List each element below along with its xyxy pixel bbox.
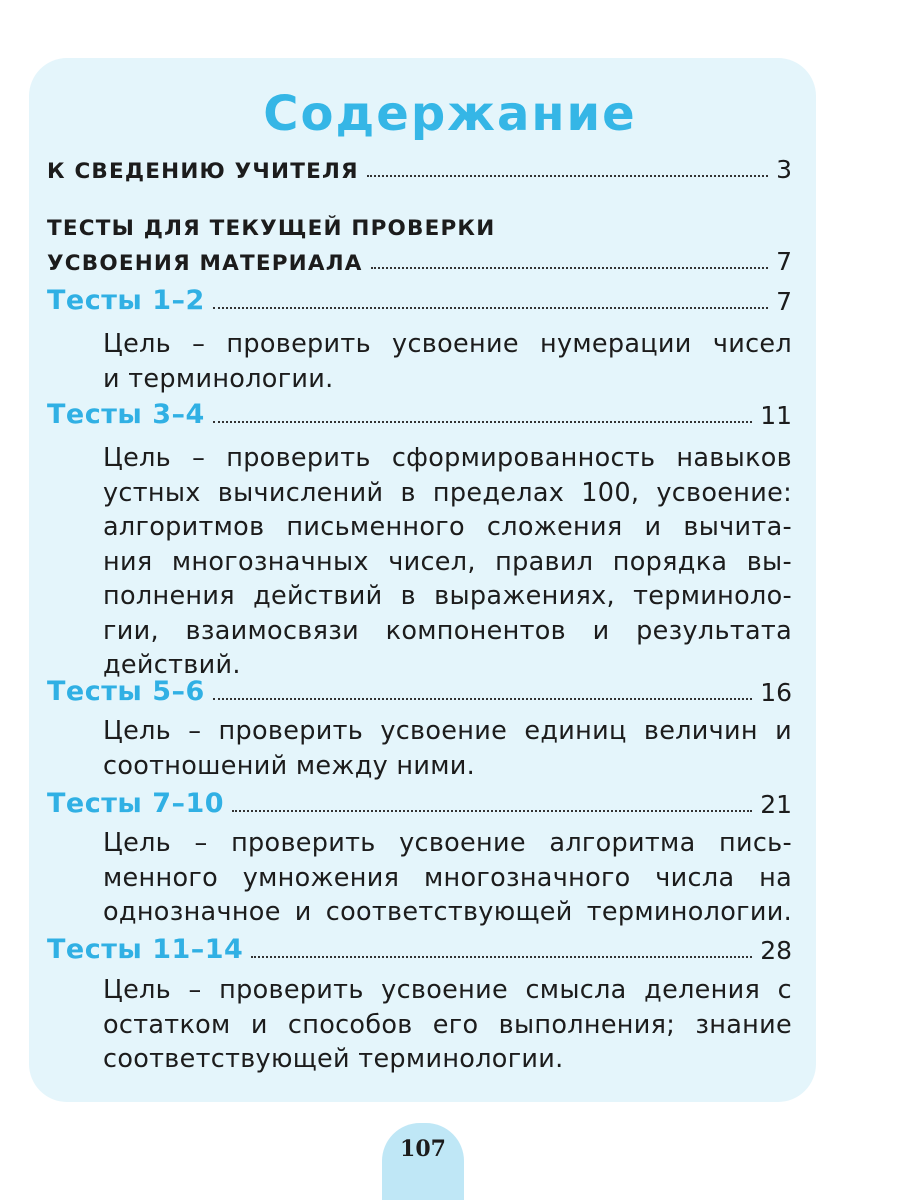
description-line: алгоритмов письменного сложения и вычита- — [103, 512, 792, 542]
dot-leader — [371, 267, 768, 269]
description-line: остатком и способов его выполнения; знание — [103, 1009, 792, 1040]
toc-page-number: 7 — [776, 287, 792, 316]
description-line: полнения действий в выражениях, терминоло- — [103, 581, 792, 611]
dot-leader — [213, 307, 768, 309]
page-title: Содержание — [263, 86, 637, 142]
toc-entry-label-line2: УСВОЕНИЯ МАТЕРИАЛА — [47, 251, 363, 276]
toc-page-number: 28 — [760, 936, 792, 965]
page-number: 107 — [400, 1136, 446, 1162]
toc-entry-label: Тесты 3–4 — [47, 399, 205, 430]
toc-entry-description — [103, 441, 792, 683]
toc-entry-tests-5-6[interactable] — [47, 676, 792, 707]
toc-page-number: 3 — [776, 155, 792, 184]
toc-entry-description — [103, 826, 792, 930]
toc-entry-current-tests[interactable] — [47, 211, 792, 276]
toc-page-number: 11 — [760, 401, 792, 430]
dot-leader — [213, 698, 752, 700]
toc-entry-tests-3-4[interactable] — [47, 399, 792, 430]
toc-entry-label: К СВЕДЕНИЮ УЧИТЕЛЯ — [47, 159, 359, 184]
toc-page-number: 21 — [760, 790, 792, 819]
description-line: Цель – проверить сформированность навыков — [103, 443, 792, 473]
dot-leader — [367, 175, 768, 177]
description-line: однозначное и соответствующей терминологии. — [103, 897, 792, 927]
description-line: гии, взаимосвязи компонентов и результата — [103, 615, 792, 646]
description-line: Цель – проверить усвоение смысла деления с — [103, 975, 792, 1005]
toc-entry-teacher-note[interactable] — [47, 155, 792, 184]
dot-leader — [213, 421, 752, 423]
dot-leader — [232, 810, 752, 812]
toc-entry-description — [103, 327, 792, 396]
description-line: менного умножения многозначного числа на — [103, 862, 792, 893]
toc-entry-description — [103, 714, 792, 783]
description-line: действий. — [103, 650, 241, 680]
description-line: Цель – проверить усвоение единиц величин и — [103, 716, 792, 746]
description-line: Цель – проверить усвоение нумерации чисел — [103, 329, 792, 359]
description-line: устных вычислений в пределах 100, усвоение: — [103, 477, 792, 508]
toc-entry-tests-1-2[interactable] — [47, 285, 792, 316]
toc-entry-label: Тесты 1–2 — [47, 285, 205, 316]
toc-entry-label-line1: ТЕСТЫ ДЛЯ ТЕКУЩЕЙ ПРОВЕРКИ — [47, 216, 496, 241]
toc-entry-tests-11-14[interactable] — [47, 934, 792, 965]
toc-entry-description — [103, 973, 792, 1077]
dot-leader — [251, 956, 752, 958]
toc-entry-tests-7-10[interactable] — [47, 788, 792, 819]
toc-page-number: 7 — [776, 247, 792, 276]
toc-entry-label: Тесты 5–6 — [47, 676, 205, 707]
toc-entry-label: Тесты 7–10 — [47, 788, 225, 819]
description-line: и терминологии. — [103, 363, 334, 394]
description-line: Цель – проверить усвоение алгоритма пись- — [103, 828, 792, 858]
description-line: соотношений между ними. — [103, 750, 476, 781]
toc-page-number: 16 — [760, 678, 792, 707]
description-line: ния многозначных чисел, правил порядка вы- — [103, 546, 792, 577]
description-line: соответствующей терминологии. — [103, 1044, 564, 1074]
toc-entry-label: Тесты 11–14 — [47, 934, 244, 965]
page-number-tab — [382, 1123, 464, 1200]
